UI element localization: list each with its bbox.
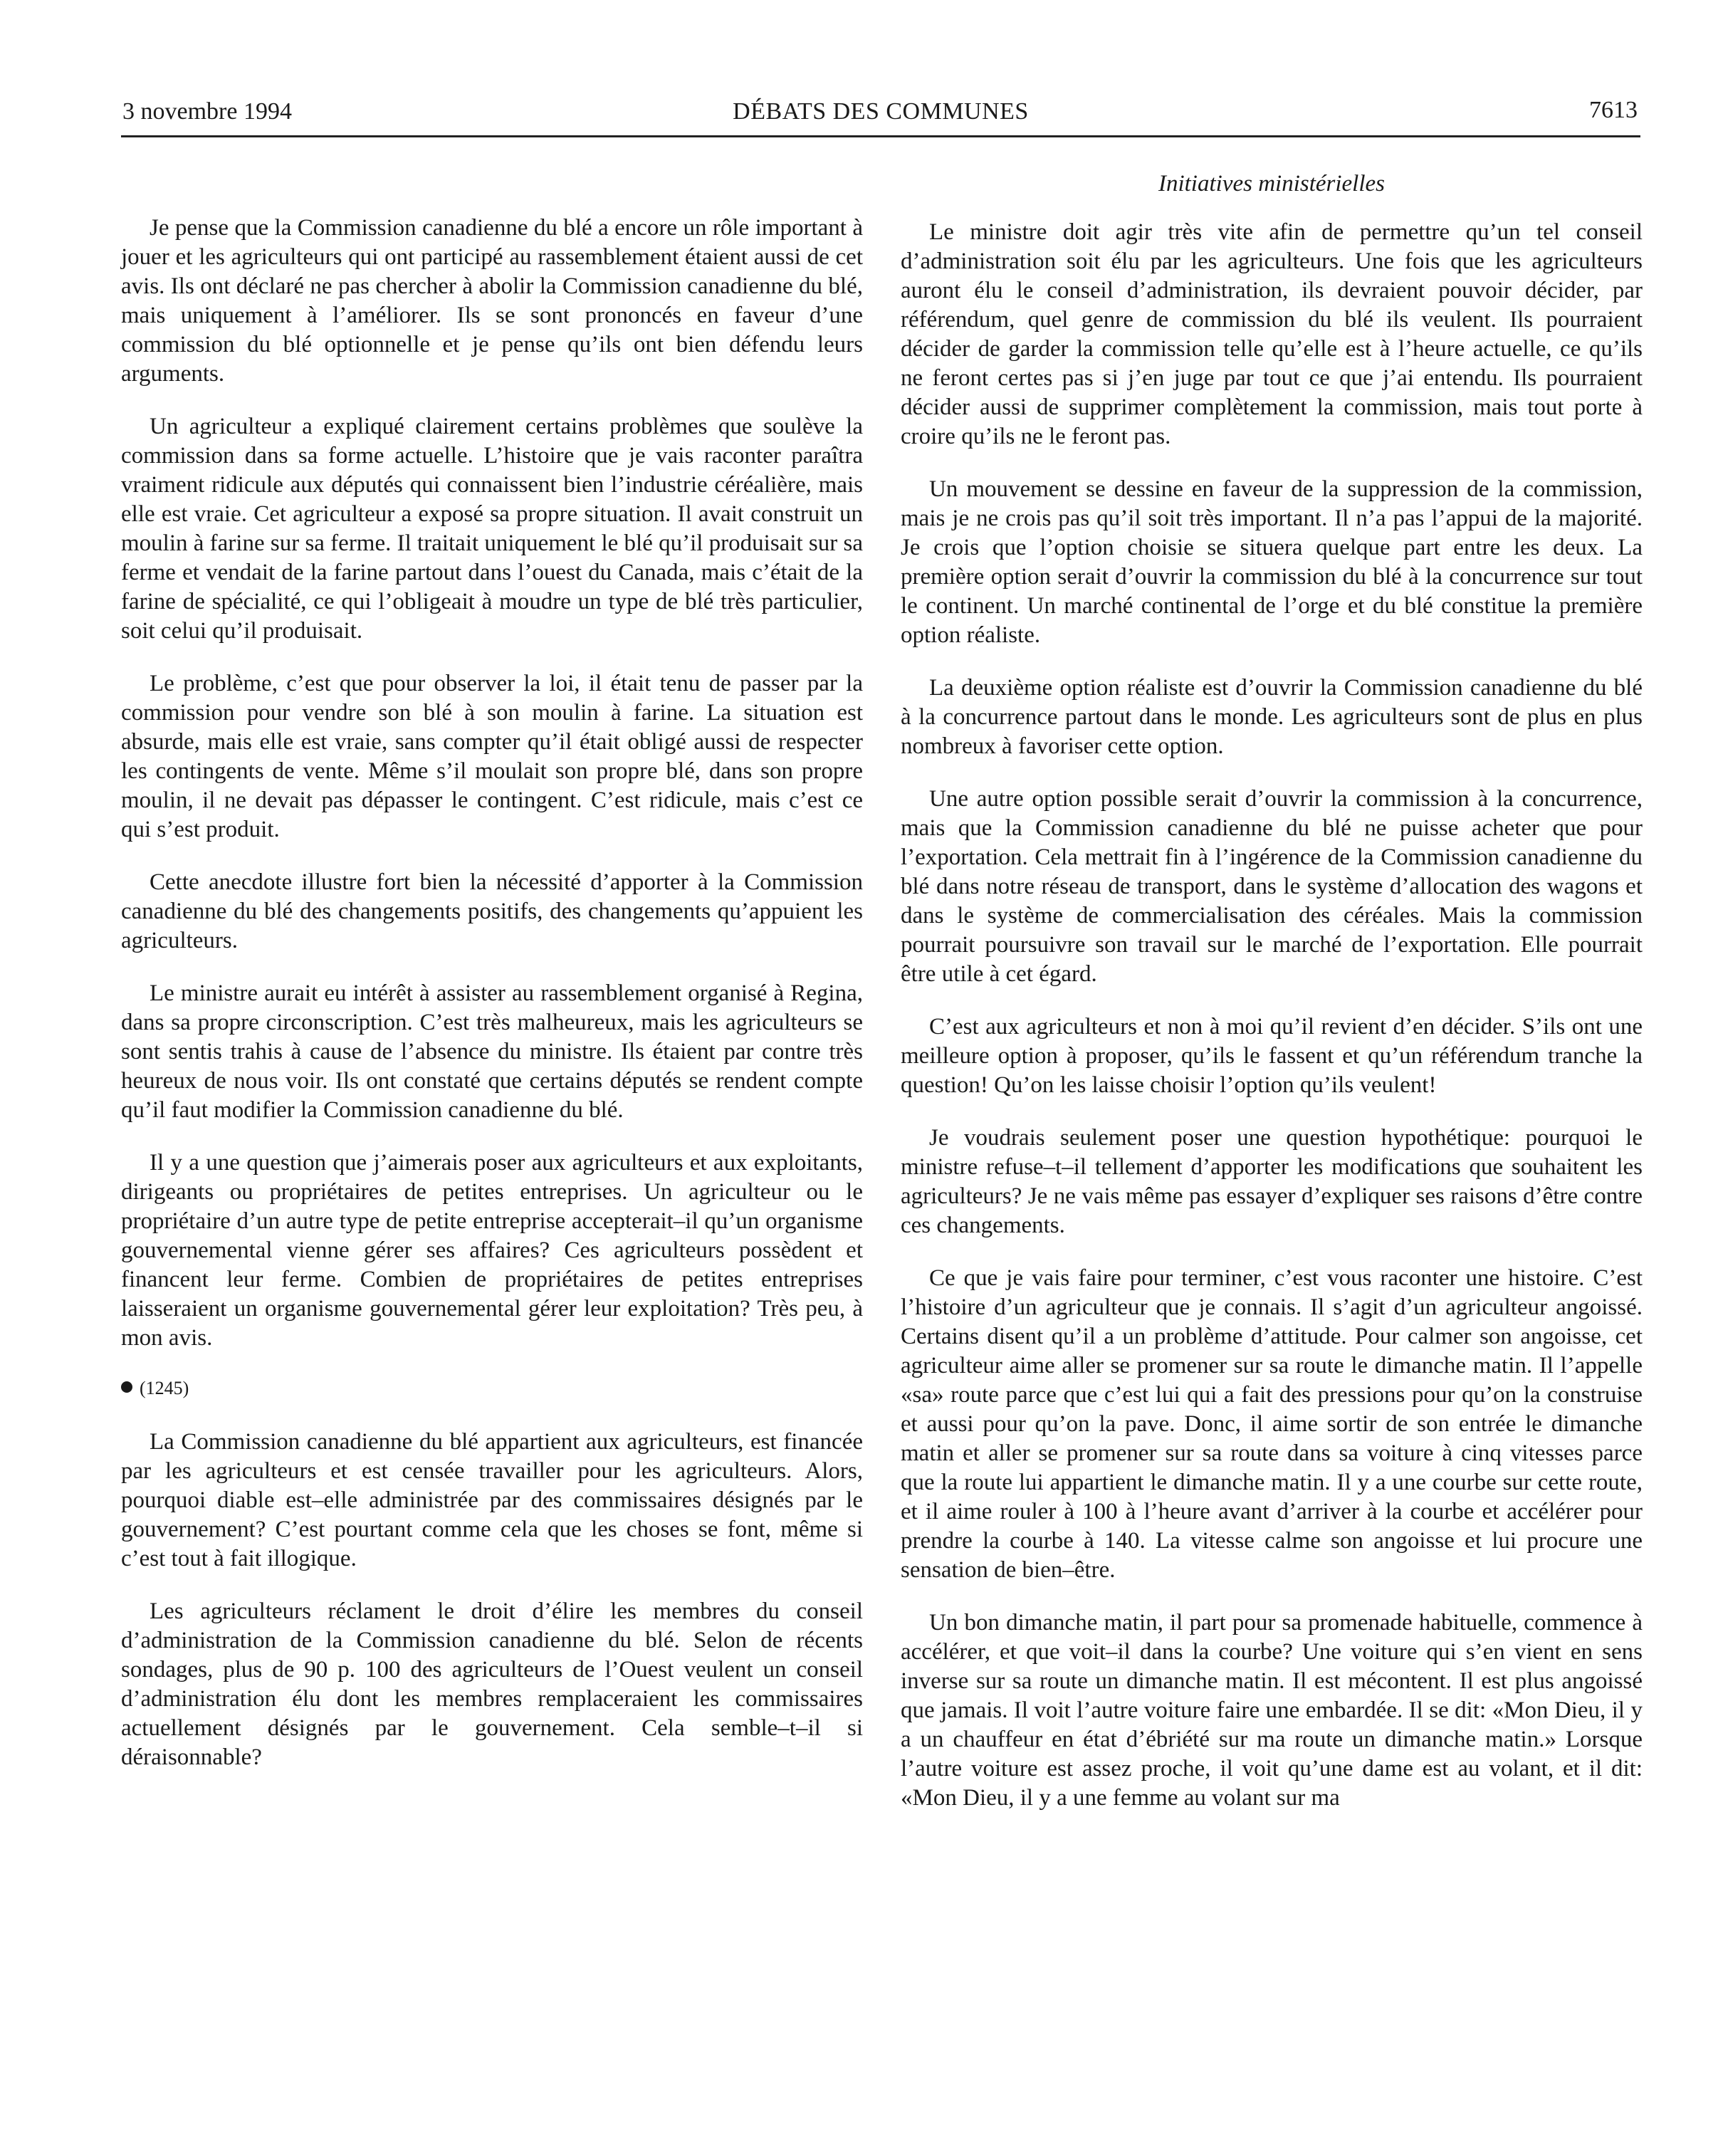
paragraph: Un agriculteur a expliqué clairement certains problèmes que soulève la commission dans sa forme actuelle. L’histoire que je vais raconter paraîtra vraiment ridicule aux députés qui connaissent bien l’industrie céréalière, mais elle est vraie. Cet agriculteur a exposé sa propre situation. Il avait construit un moulin à farine sur sa ferme. Il traitait uniquement le blé qu’il produisait sur sa ferme et vendait de la farine partout dans l’ouest du Canada, mais c’était de la farine de spécialité, ce qui l’obligeait à moudre un type de blé très particulier, soit celui qu’il produisait. — [121, 414, 863, 644]
header-journal-title: DÉBATS DES COMMUNES — [733, 98, 1029, 125]
header-page-number: 7613 — [1589, 97, 1638, 123]
section-title: Initiatives ministérielles — [1158, 171, 1386, 197]
paragraph: Les agriculteurs réclament le droit d’élire les membres du conseil d’administration de la Commission canadienne du blé. Selon de récents sondages, plus de 90 p. 100 des agriculteurs de l’Ouest veulent un conseil d’administration élu dont les membres remplaceraient les commissaires actuellement désignés par le gouvernement. Cela semble–t–il si déraisonnable? — [121, 1598, 863, 1770]
paragraph: Un mouvement se dessine en faveur de la suppression de la commission, mais je ne crois pas qu’il soit très important. Il n’a pas l’appui de la majorité. Je crois que l’option choisie se situera quelque part entre les deux. La première option serait d’ouvrir la commission du blé à la concurrence sur tout le continent. Un marché continental de l’orge et du blé constitue la première option réaliste. — [901, 476, 1643, 648]
bullet-icon — [121, 1381, 132, 1393]
paragraph: Une autre option possible serait d’ouvrir la commission à la concurrence, mais que la Commission canadienne du blé ne puisse acheter que pour l’exportation. Cela mettrait fin à l’ingérence de la Commission canadienne du blé dans notre réseau de transport, dans le système d’allocation des wagons et dans le système de commercialisation des céréales. Mais la commission pourrait poursuivre son travail sur le marché de l’exportation. Elle pourrait être utile à cet égard. — [901, 786, 1643, 987]
paragraph: La Commission canadienne du blé appartient aux agriculteurs, est financée par les agriculteurs et est censée travailler pour les agriculteurs. Alors, pourquoi diable est–elle administrée par des commissaires désignés par le gouvernement? C’est pourtant comme cela que les choses se font, même si c’est tout à fait illogique. — [121, 1429, 863, 1571]
right-column — [901, 218, 1643, 1836]
paragraph: Je pense que la Commission canadienne du blé a encore un rôle important à jouer et les agriculteurs qui ont participé au rassemblement étaient aussi de cet avis. Ils ont déclaré ne pas chercher à abolir la Commission canadienne du blé, mais uniquement à l’améliorer. Ils se sont prononcés en faveur d’une commission du blé optionnelle et je pense qu’ils ont bien défendu leurs arguments. — [121, 215, 863, 387]
paragraph: Je voudrais seulement poser une question hypothétique: pourquoi le ministre refuse–t–il tellement d’apporter les modifications que souhaitent les agriculteurs? Je ne vais même pas essayer d’expliquer ses raisons d’être contre ces changements. — [901, 1125, 1643, 1238]
time-marker-text: (1245) — [140, 1378, 189, 1398]
paragraph: Le ministre doit agir très vite afin de permettre qu’un tel conseil d’administration soit élu par les agriculteurs. Une fois que les agriculteurs auront élu le conseil d’administration, ils devraient pouvoir décider, par référendum, quel genre de commission du blé ils veulent. Ils pourraient décider de garder la commission telle qu’elle est à l’heure actuelle, ce qu’ils ne feront certes pas si j’en juge par tout ce que j’ai entendu. Ils pourraient décider aussi de supprimer complètement la commission, mais tout porte à croire qu’ils ne le feront pas. — [901, 219, 1643, 449]
paragraph: Un bon dimanche matin, il part pour sa promenade habituelle, commence à accélérer, et que voit–il dans la courbe? Une voiture qui s’en vient en sens inverse sur sa route un dimanche matin. Il est mécontent. Il est plus angoissé que jamais. Il voit l’autre voiture faire une embardée. Il se dit: «Mon Dieu, il y a un chauffeur en état d’ébriété sur ma route un dimanche matin.» Lorsque l’autre voiture est assez proche, il voit qu’une dame est au volant, et il dit: «Mon Dieu, il y a une femme au volant sur ma — [901, 1610, 1643, 1811]
paragraph: La deuxième option réaliste est d’ouvrir la Commission canadienne du blé à la concurrence partout dans le monde. Les agriculteurs sont de plus en plus nombreux à favoriser cette option. — [901, 675, 1643, 759]
time-marker — [121, 1376, 863, 1401]
paragraph: Il y a une question que j’aimerais poser aux agriculteurs et aux exploitants, dirigeants ou propriétaires de petites entreprises. Un agriculteur ou le propriétaire d’un autre type de petite entreprise accepterait–il qu’un organisme gouvernemental vienne gérer ses affaires? Ces agriculteurs possèdent et financent leur ferme. Combien de propriétaires de petites entreprises laisseraient un organisme gouvernemental gérer leur exploitation? Très peu, à mon avis. — [121, 1150, 863, 1351]
paragraph: Le problème, c’est que pour observer la loi, il était tenu de passer par la commission pour vendre son blé à son moulin à farine. La situation est absurde, mais elle est vraie, sans compter qu’il était obligé aussi de respecter les contingents de vente. Même s’il moulait son propre blé, dans son propre moulin, il ne devait pas dépasser le contingent. C’est ridicule, mais c’est ce qui s’est produit. — [121, 671, 863, 842]
left-column — [121, 214, 863, 1796]
paragraph: Le ministre aurait eu intérêt à assister au rassemblement organisé à Regina, dans sa propre circonscription. C’est très malheureux, mais les agriculteurs se sont sentis trahis à cause de l’absence du ministre. Ils étaient par contre très heureux de nous voir. Ils ont constaté que certains députés se rendent compte qu’il faut modifier la Commission canadienne du blé. — [121, 980, 863, 1123]
paragraph: Cette anecdote illustre fort bien la nécessité d’apporter à la Commission canadienne du blé des changements positifs, des changements qu’appuient les agriculteurs. — [121, 869, 863, 953]
paragraph: C’est aux agriculteurs et non à moi qu’il revient d’en décider. S’ils ont une meilleure option à proposer, qu’ils le fassent et qu’un référendum tranche la question! Qu’on les laisse choisir l’option qu’ils veulent! — [901, 1014, 1643, 1098]
paragraph: Ce que je vais faire pour terminer, c’est vous raconter une histoire. C’est l’histoire d’un agriculteur que je connais. Il s’agit d’un agriculteur angoissé. Certains disent qu’il a un problème d’attitude. Pour calmer son angoisse, cet agriculteur aime aller se promener sur sa route le dimanche matin. Il l’appelle «sa» route parce que c’est lui qui a fait des pressions pour qu’on la construise et aussi pour qu’on la pave. Donc, il aime sortir de son entrée le dimanche matin et aller se promener sur sa route dans sa voiture à cinq vitesses parce que la route lui appartient le dimanche matin. Il y a une courbe sur cette route, et il aime rouler à 100 à l’heure avant d’arriver à la courbe et accélérer pour prendre la courbe à 140. La vitesse calme son angoisse et lui procure une sensation de bien–être. — [901, 1265, 1643, 1583]
header-date: 3 novembre 1994 — [122, 98, 292, 125]
page-header — [121, 93, 1640, 137]
